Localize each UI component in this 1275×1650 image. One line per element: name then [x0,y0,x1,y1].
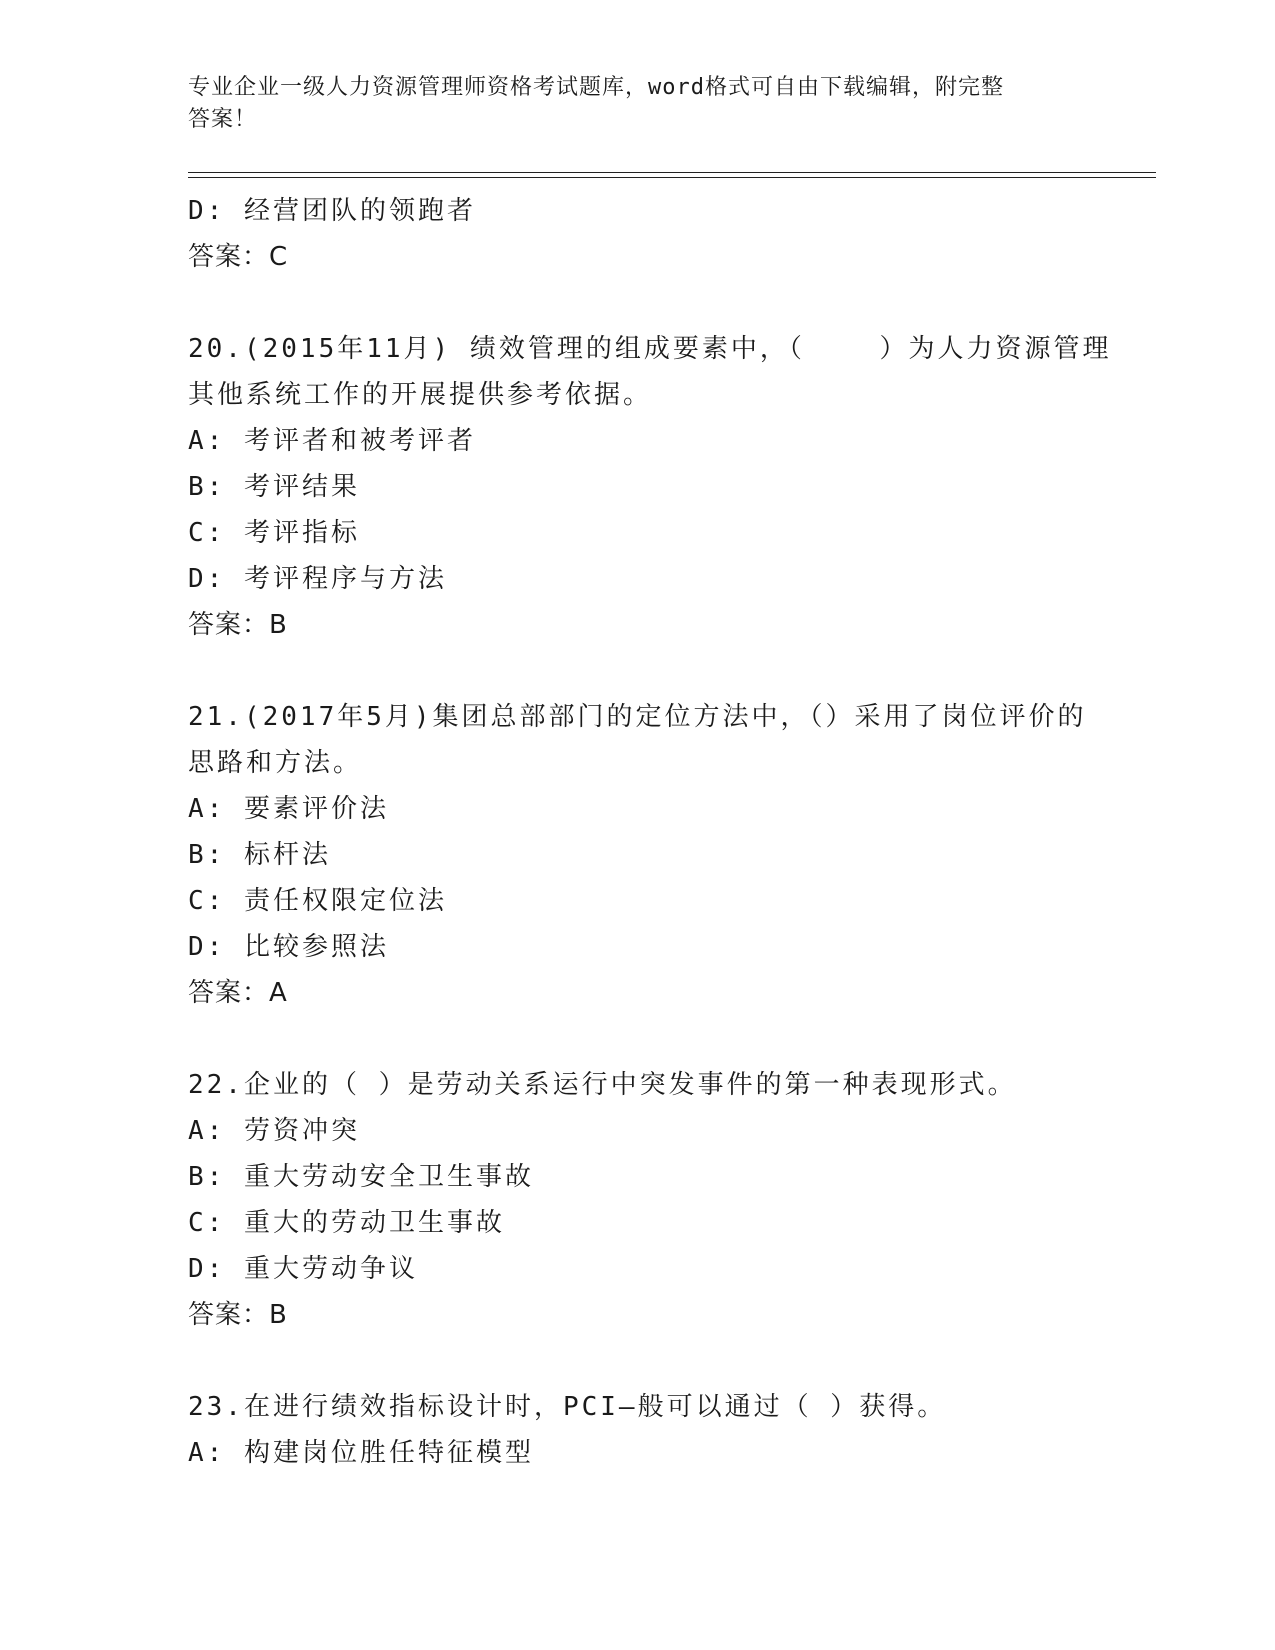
question-stem-cont: 其他系统工作的开展提供参考依据。 [188,380,653,410]
option-c: C: 重大的劳动卫生事故 [188,1208,505,1238]
answer-line: 答案：C [188,242,289,272]
spacer [188,280,1118,326]
option-d: D: 经营团队的领跑者 [188,196,476,226]
question-stem: 22.企业的（ ）是劳动关系运行中突发事件的第一种表现形式。 [188,1070,1017,1100]
option-b: B: 标杆法 [188,840,331,870]
option-c: C: 考评指标 [188,518,360,548]
answer-line: 答案：A [188,978,288,1008]
option-a: A: 要素评价法 [188,794,389,824]
option-b: B: 考评结果 [188,472,360,502]
answer-line: 答案：B [188,610,288,640]
question-23 [188,1384,1118,1476]
question-stem: 21.(2017年5月)集团总部部门的定位方法中，（）采用了岗位评价的 [188,702,1087,732]
option-a: A: 构建岗位胜任特征模型 [188,1438,534,1468]
question-stem-cont: 思路和方法。 [188,748,363,778]
option-a: A: 考评者和被考评者 [188,426,476,456]
header-rule-top [188,172,1156,173]
answer-line: 答案：B [188,1300,288,1330]
question-stem: 23.在进行绩效指标设计时，PCI—般可以通过（ ）获得。 [188,1392,947,1422]
spacer [188,1016,1118,1062]
option-d: D: 考评程序与方法 [188,564,447,594]
header-rule-bottom [188,177,1156,178]
spacer [188,648,1118,694]
question-20 [188,326,1118,648]
option-b: B: 重大劳动安全卫生事故 [188,1162,534,1192]
question-22 [188,1062,1118,1338]
question-21 [188,694,1118,1016]
option-d: D: 重大劳动争议 [188,1254,418,1284]
question-stem: 20.(2015年11月) 绩效管理的组成要素中，（ ）为人力资源管理 [188,334,1112,364]
spacer [188,1338,1118,1384]
option-d: D: 比较参照法 [188,932,389,962]
header-line-1: 专业企业一级人力资源管理师资格考试题库，word格式可自由下载编辑，附完整 [188,75,1004,100]
question-content [188,188,1118,1476]
option-c: C: 责任权限定位法 [188,886,447,916]
document-header [188,72,1088,136]
header-line-2: 答案！ [188,107,258,132]
option-a: A: 劳资冲突 [188,1116,360,1146]
